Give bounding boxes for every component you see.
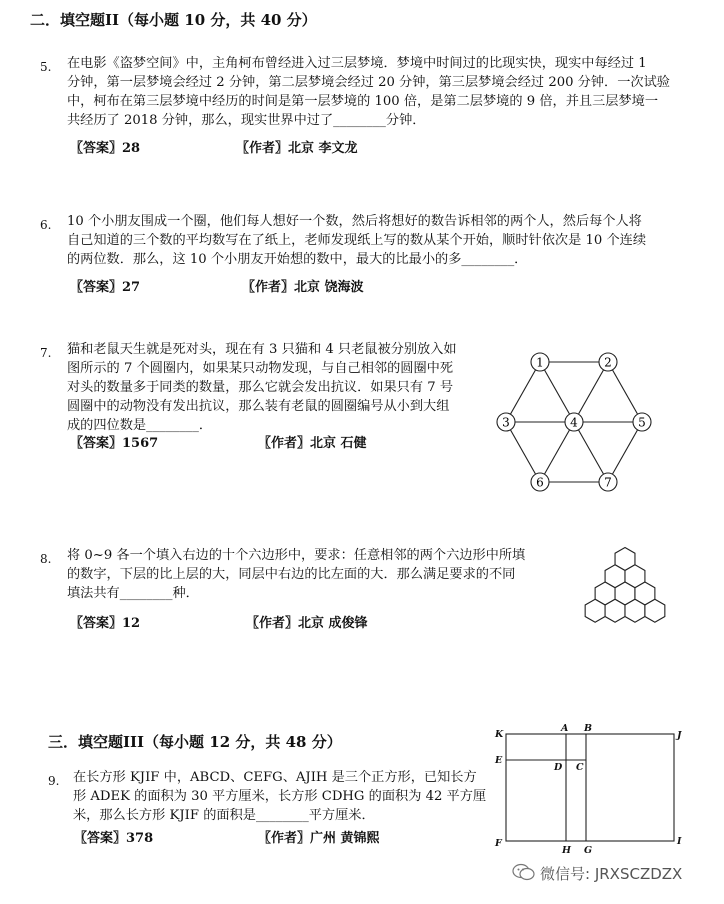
question-line: 形 ADEK 的面积为 30 平方厘米，长方形 CDHG 的面积为 42 平方厘 (73, 789, 487, 804)
hexagon-cell (645, 599, 665, 622)
question-7-text (67, 340, 457, 435)
question-line: 猫和老鼠天生就是死对头，现在有 3 只猫和 4 只老鼠被分别放入如 (67, 342, 457, 357)
hexagon-cell (605, 599, 625, 622)
question-line: 的两位数．那么，这 10 个小朋友开始想的数中，最大的比最小的多________． (67, 252, 528, 267)
question-line: 将 0~9 各一个填入右边的十个六边形中，要求：任意相邻的两个六边形中所填 (67, 548, 526, 563)
section-2-heading: 二．填空题II（每小题 10 分，共 40 分） (30, 11, 317, 29)
circle-node (599, 473, 617, 491)
question-line: 米，那么长方形 KJIF 的面积是________平方厘米． (73, 808, 375, 823)
question-9-answer: 〖答案〗378 (74, 831, 154, 846)
circle-label: 1 (536, 355, 544, 370)
question-line: 填法共有________种． (67, 586, 199, 601)
question-line: 共经历了 2018 分钟，那么，现实世界中过了________分钟． (67, 113, 426, 128)
point-label-e: E (495, 755, 503, 766)
question-8-author: 〖作者〗北京 成俊锋 (246, 616, 368, 631)
question-6-text (67, 212, 646, 269)
circle-node (531, 473, 549, 491)
circle-node (565, 413, 583, 431)
question-7-author: 〖作者〗北京 石健 (258, 436, 367, 451)
question-line: 分钟，第一层梦境会经过 2 分钟，第二层梦境会经过 20 分钟，第三层梦境会经过 200 分钟．一次试验 (67, 75, 670, 90)
circle-label: 6 (536, 475, 544, 490)
question-line: 中，柯布在第三层梦境中经历的时间是第一层梦境的 100 倍，是第二层梦境的 9 倍，并且三层梦境一 (67, 94, 659, 109)
hexagon-pyramid-diagram (562, 545, 688, 637)
question-6-answer: 〖答案〗27 (70, 280, 141, 295)
circle-label: 4 (570, 415, 578, 430)
circle-node (531, 353, 549, 371)
hexagon-cell (625, 599, 645, 622)
point-label-i: I (677, 836, 682, 847)
circle-label: 7 (604, 475, 612, 490)
point-label-b: B (584, 723, 593, 734)
point-label-a: A (561, 723, 569, 734)
wechat-icon (512, 862, 536, 882)
rectangle-diagram (488, 720, 688, 860)
point-label-f: F (495, 838, 502, 849)
question-9-number: 9. (48, 774, 60, 788)
question-5-answer: 〖答案〗28 (70, 141, 141, 156)
point-label-c: C (576, 762, 584, 773)
question-line: 对头的数量多于同类的数量，那么它就会发出抗议．如果只有 7 号 (67, 380, 454, 395)
point-label-d: D (554, 762, 563, 773)
circle-label: 5 (638, 415, 646, 430)
point-label-h: H (562, 845, 571, 856)
watermark-text: 微信号: JRXSCZDZX (540, 865, 683, 883)
question-line: 成的四位数是________． (67, 418, 213, 433)
point-label-k: K (495, 729, 504, 740)
circle-graph-diagram (490, 345, 660, 495)
circle-node (599, 353, 617, 371)
question-5-text (67, 54, 670, 130)
question-line: 在长方形 KJIF 中，ABCD、CEFG、AJIH 是三个正方形，已知长方 (73, 770, 477, 785)
hexagon-cell (585, 599, 605, 622)
section-3-heading: 三．填空题III（每小题 12 分，共 48 分） (48, 733, 342, 751)
question-9-text (73, 768, 486, 825)
question-5-author: 〖作者〗北京 李文龙 (236, 141, 358, 156)
question-7-answer: 〖答案〗1567 (70, 436, 159, 451)
circle-label: 3 (502, 415, 510, 430)
question-line: 圆圈中的动物没有发出抗议，那么装有老鼠的圆圈编号从小到大组 (67, 399, 450, 414)
point-label-g: G (584, 845, 593, 856)
question-5-number: 5. (40, 60, 52, 74)
question-line: 在电影《盗梦空间》中，主角柯布曾经进入过三层梦境．梦境中时间过的比现实快，现实中每经过 1 (67, 56, 647, 71)
circle-node (633, 413, 651, 431)
question-line: 图所示的 7 个圆圈内，如果某只动物发现，与自己相邻的圆圈中死 (67, 361, 454, 376)
question-6-number: 6. (40, 218, 52, 232)
circle-label: 2 (604, 355, 612, 370)
question-8-number: 8. (40, 552, 52, 566)
circle-node (497, 413, 515, 431)
point-label-j: J (677, 730, 682, 741)
question-6-author: 〖作者〗北京 饶海波 (242, 280, 364, 295)
question-8-answer: 〖答案〗12 (70, 616, 141, 631)
question-9-author: 〖作者〗广州 黄锦熙 (258, 831, 380, 846)
question-8-text (67, 546, 525, 603)
question-line: 的数字，下层的比上层的大，同层中右边的比左面的大．那么满足要求的不同 (67, 567, 516, 582)
question-line: 自己知道的三个数的平均数写在了纸上，老师发现纸上写的数从某个开始，顺时针依次是 10 个连续 (67, 233, 647, 248)
question-7-number: 7. (40, 346, 52, 360)
question-line: 10 个小朋友围成一个圈，他们每人想好一个数，然后将想好的数告诉相邻的两个人，然后每个人将 (67, 214, 642, 229)
